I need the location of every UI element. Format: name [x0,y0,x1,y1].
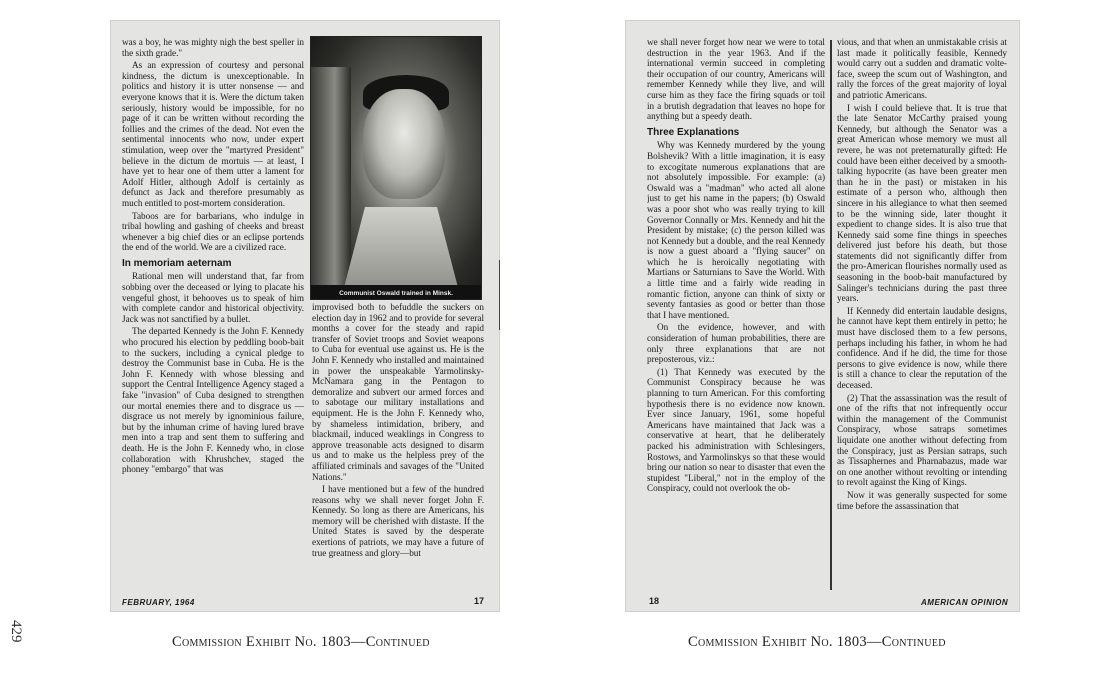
left-page-number: 17 [474,596,485,606]
right-page-number: 18 [649,596,660,606]
paragraph: vious, and that when an unmistakable crisis at last made it politically feasible, Kennedy would carry out a sudden and dramatic volte-face, sweep the scum out of Washington, and rally the forces of the great majority of loyal and patriotic Americans. [837,37,1007,100]
paragraph: was a boy, he was mighty nigh the best speller in the sixth grade." [122,37,304,58]
exhibit-caption-right [688,634,946,651]
paragraph: I wish I could believe that. It is true that the late Senator McCarthy praised young Kennedy, but although the Senator was a great American whose memory we must all revere, he was not preternaturally gifted: He could have been either deceived by a smooth-talking hypocrite (as have been greater men than he in the past) or mistaken in his estimate of a person who, although then sincere in his allegiance to what then seemed to be the winning side, later thought it expedient to change sides. It is also true that Kennedy said some fine things in speeches delivered just before his death, but those statements did not significantly differ from the pro-American flourishes normally used as seasoning in the boob-bait manufactured by Salinger's technicians during the past three years. [837,102,1007,304]
oswald-photo [310,36,482,300]
paragraph: The departed Kennedy is the John F. Kennedy who procured his election by peddling boob-bait to the suckers, including a cynical pledge to destroy the Communist base in Cuba. He is the John F. Kennedy with whose blessing and support the Central Intelligence Agency staged a fake "invasion" of Cuba designed to strengthen our mortal enemies there and to disgrace us — disgrace us not merely by ignominious failure, but by the inhuman crime of having lured brave men into a trap and sent them to suffering and death. He is the John F. Kennedy who, in close collaboration with Khrushchev, staged the phoney "embargo" that was [122,326,304,475]
exhibit-caption-left-text: Commission Exhibit No. 1803—Continued [172,634,430,650]
right-page [625,20,1020,612]
exhibit-caption-right-text: Commission Exhibit No. 1803—Continued [688,634,946,650]
right-footer-publication: AMERICAN OPINION [921,598,1009,607]
left-column-2 [312,302,484,594]
left-footer-date: FEBRUARY, 1964 [122,598,195,607]
section-heading: In memoriam aeternam [122,257,232,269]
column-rule [830,40,832,590]
paragraph: (2) That the assassination was the result of one of the rifts that not infrequently occur within the management of the Communist Conspiracy, whose satraps sometimes liquidate one another without defecting from the Conspiracy, just as Persian satraps, such as Tissaphernes and Pharnabazus, made war on one another without revolting or intending to revolt against the King of Kings. [837,392,1007,488]
left-column-1 [122,37,304,592]
section-heading: Three Explanations [647,126,740,138]
right-column-1 [647,37,825,592]
margin-mark-left [499,260,500,330]
left-page [110,20,500,612]
photo-background-figure [311,67,351,299]
paragraph: (1) That Kennedy was executed by the Communist Conspiracy because he was planning to turn American. For this comforting hypothesis there is no evidence now known. Ever since January, 1961, some hopeful Americans have maintained that Jack was a conservative at heart, that he deliberately packed his administration with Schlesingers, Rostows, and Yarmolinskys so that these would bring our nation so near to disaster that even the stupidest "Liberal," not in the employ of the Conspiracy, could not overlook the ob- [647,366,825,494]
paragraph: As an expression of courtesy and personal kindness, the dictum is unexceptionable. In politics and history it is utter nonsense — and everyone knows that it is. Were the dictum taken seriously, history would be impossible, for no page of it can be written without recording the follies and the crimes of the dead. Not even the sentimental innocents who now, under expert stimulation, weep over the "martyred President" believe in the dictum de mortuis — at least, I have yet to hear one of them utter a lament for Adolf Hitler, although Adolf is certainly as defunct as Jack and therefore presumably as much entitled to post-mortem consideration. [122,60,304,208]
paragraph: On the evidence, however, and with consideration of human probabilities, there are only three explanations that are not preposterous, viz.: [647,322,825,365]
paragraph: Why was Kennedy murdered by the young Bolshevik? With a little imagination, it is easy to excogitate numerous explanations that are not absolutely impossible. For example: (a) Oswald was a "madman" who acted all alone just to get his name in the papers; (b) Oswald was a poor shot who was really trying to kill Governor Connally or Mrs. Kennedy and hit the President by mistake; (c) the person killed was not Kennedy but a double, and the real Kennedy is now a guest aboard a "flying saucer" on which he is heroically negotiating with Martians or Saturnians to Save the World. With a little time and a fairly wide reading in romantic fiction, anyone can think of sixty or seventy fantasies as good or better than those that I have mentioned. [647,140,825,320]
exhibit-caption-left [172,634,430,651]
paragraph: Rational men will understand that, far from sobbing over the deceased or lying to placate his vengeful ghost, it behooves us to speak of him with complete candor and historical objectivity. Jack was not sanctified by a bullet. [122,271,304,324]
paragraph: Now it was generally suspected for some time before the assassination that [837,489,1007,511]
paragraph: Taboos are for barbarians, who indulge in tribal howling and gashing of cheeks and breast whenever a big chief dies or an eclipse portends the end of the world. We are a civilized race. [122,210,304,253]
photo-face [363,89,445,199]
side-page-number: 429 [8,620,24,643]
right-column-2 [837,37,1007,592]
paragraph: improvised both to befuddle the suckers on election day in 1962 and to provide for several months a cover for the steady and rapid transfer of Soviet troops and Soviet weapons to Cuba for eventual use against us. He is the John F. Kennedy who installed and maintained in power the unspeakable Yarmolinsky-McNamara gang in the Pentagon to demoralize and subvert our armed forces and to sabotage our military installations and equipment. He is the John F. Kennedy who, by shameless intimidation, bribery, and blackmail, induced weaklings in Congress to approve treasonable acts designed to disarm us and to make us the helpless prey of the affiliated criminals and savages of the "United Nations." [312,302,484,482]
photo-caption: Communist Oswald trained in Minsk. [339,290,453,297]
paragraph: If Kennedy did entertain laudable designs, he cannot have kept them entirely in petto; he must have disclosed them to a few persons, perhaps including his father, in whom he had confidence. And if he did, the time for those persons to give evidence is now, while there is still a chance to clear the reputation of the deceased. [837,305,1007,390]
paragraph: we shall never forget how near we were to total destruction in the year 1963. And if the international vermin succeed in completing their occupation of our country, Americans will remember Kennedy while they live, and will curse him as they face the firing squads or toil in a brutish degradation that leaves no hope for anything but a speedy death. [647,37,825,122]
paragraph: I have mentioned but a few of the hundred reasons why we shall never forget John F. Kennedy. So long as there are Americans, his memory will be cherished with distaste. If the United States is saved by the desperate exertions of patriots, we may have a future of true greatness and glory—but [312,484,484,558]
